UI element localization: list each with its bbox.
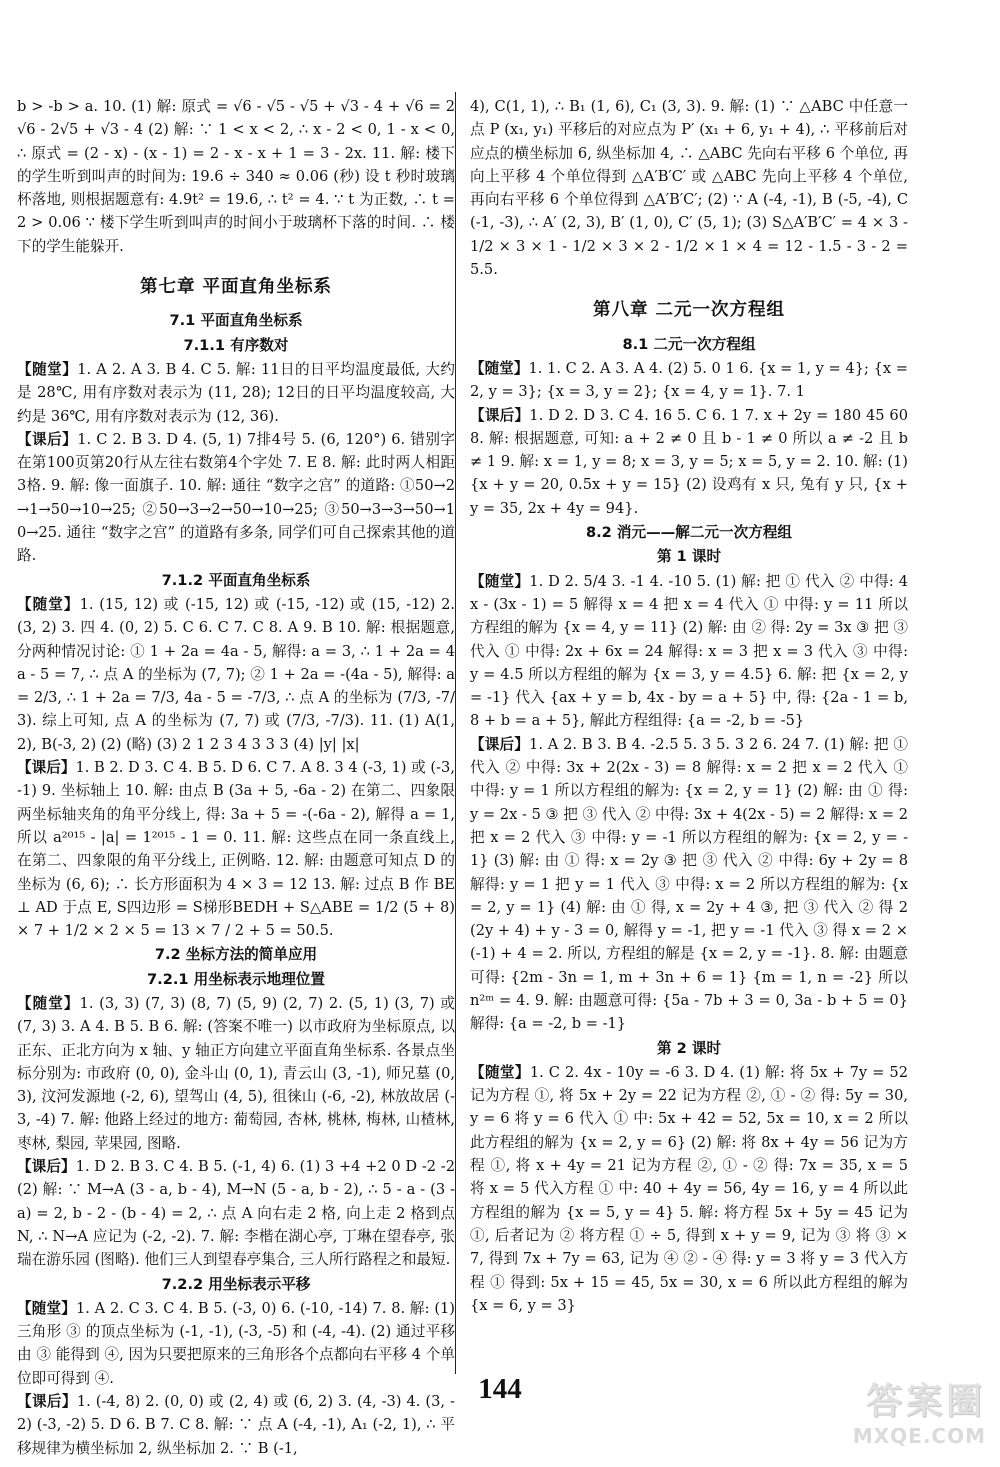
answer-paragraph <box>470 95 908 281</box>
answer-text: 1. D 2. B 3. C 4. B 5. (-1, 4) 6. (1) 3 +4 +2 0 D -2 -2 (2) 解: ∵ M→A (3 - a, b - 4), M→N (5 - a, b - 2), ∴ 5 - a - (3 - a) = 2, b - 2 - (b - 4) = 2, ∴ 点 A 向右走 2 格, 向上走 2 格到点 N, ∴ N→A 应记为 (-2, -2). 7. 解: 李楷在湖心亭, 丁琳在望春亭, 张瑞在游乐园 (图略). 他们三人到望春亭集合, 三人所行路程之和最短. <box>17 1158 455 1269</box>
answer-paragraph <box>470 357 908 404</box>
answer-tag: 【课后】 <box>17 1158 76 1176</box>
answer-paragraph <box>17 992 455 1155</box>
section-heading: 7.1.2 平面直角坐标系 <box>161 571 311 589</box>
answer-tag: 【随堂】 <box>17 994 80 1012</box>
watermark-url: MXQE.COM <box>852 1424 986 1448</box>
page-number: 144 <box>478 1373 522 1405</box>
section-heading: 7.2 坐标方法的简单应用 <box>154 946 318 964</box>
watermark-logo <box>814 1373 986 1453</box>
answer-paragraph <box>470 1061 908 1317</box>
section-heading: 8.2 消元——解二元一次方程组 <box>585 524 793 542</box>
answer-paragraph <box>17 95 455 258</box>
answer-tag: 【课后】 <box>470 406 530 424</box>
answer-tag: 【随堂】 <box>470 359 529 377</box>
answer-text: 1. C 2. B 3. D 4. (5, 1) 7排4号 5. (6, 120°) 6. 错别字在第100页第20行从左往右数第4个字处 7. E 8. 解: 此时两人相距3格. 9. 解: 像一面旗子. 10. 解: 通往 “数字之宫” 的道路: ①50→2→1→50→10→25; ②50→3→2→50→10→25; ③50→3→3→50→10→25. 通往 “数字之宫” 的道路有多条, 同学们可自己探索其他的道路. <box>17 430 455 565</box>
section-heading: 8.1 二元一次方程组 <box>622 335 756 353</box>
section-heading: 第 2 课时 <box>656 1039 722 1057</box>
answer-text: 1. A 2. C 3. C 4. B 5. (-3, 0) 6. (-10, -14) 7. 8. 解: (1) 三角形 ③ 的顶点坐标为 (-1, -1), (-3, -5) 和 (-4, -4). (2) 通过平移由 ③ 能得到 ④, 因为只要把原来的三角形各个点都向右平移 4 个单位即可得到 ④. <box>17 1299 455 1387</box>
answer-text: 1. (15, 12) 或 (-15, 12) 或 (-15, -12) 或 (15, -12) 2. (3, 2) 3. 四 4. (0, 2) 5. C 6. C 7. C 8. A 9. B 10. 解: 根据题意, 分两种情况讨论: ① 1 + 2a = 4a - 5, 解得: a = 3, ∴ 1 + 2a = 4a - 5 = 7, ∴ 点 A 的坐标为 (7, 7); ② 1 + 2a = -(4a - 5), 解得: a = 2/3, ∴ 1 + 2a = 7/3, 4a - 5 = -7/3, ∴ 点 A 的坐标为 (7/3, -7/3). 综上可知, 点 A 的坐标为 (7, 7) 或 (7/3, -7/3). 11. (1) A(1, 2), B(-3, 2) (2) (略) (3) 2 1 2 3 4 3 3 3 (4) |y| |x| <box>17 595 455 753</box>
answer-paragraph <box>470 733 908 1036</box>
watermark-title: 答案圈 <box>865 1381 986 1422</box>
answer-paragraph <box>470 404 908 520</box>
column-divider <box>455 92 456 1374</box>
answer-tag: 【课后】 <box>17 759 76 777</box>
section-heading: 第 1 课时 <box>656 548 722 566</box>
answer-text: b > -b > a. 10. (1) 解: 原式 = √6 - √5 - √5 + √3 - 4 + √6 = 2√6 - 2√5 + √3 - 4 (2) 解: ∵ 1 < x < 2, ∴ x - 2 < 0, 1 - x < 0, ∴ 原式 = (2 - x) - (x - 1) = 2 - x - x + 1 = 3 - 2x. 11. 解: 楼下的学生听到叫声的时间为: 19.6 ÷ 340 ≈ 0.06 (秒) 设 t 秒时玻璃杯落地, 则根据题意有: 4.9t² = 19.6, ∴ t² = 4. ∵ t 为正数, ∴ t = 2 > 0.06 ∵ 楼下学生听到叫声的时间小于玻璃杯下落的时间. ∴ 楼下的学生能躲开. <box>17 98 455 255</box>
section-heading: 7.1.1 有序数对 <box>183 336 289 354</box>
answer-text: 1. D 2. 5/4 3. -1 4. -10 5. (1) 解: 把 ① 代入 ② 中得: 4x - (3x - 1) = 5 解得 x = 4 把 x = 4 代入 ① 中得: y = 11 所以方程组的解为 {x = 4, y = 11} (2) 解: 由 ② 得: 2y = 3x ③ 把 ③ 代入 ① 中得: 2x + 6x = 24 解得: x = 3 把 x = 3 代入 ③ 中得: y = 4.5 所以方程组的解为 {x = 3, y = 4.5} 6. 解: 把 {x = 2, y = -1} 代入 {ax + y = b, 4x - by = a + 5} 中, 得: {2a - 1 = b, 8 + b = a + 5}, 解此方程组得: {a = -2, b = -5} <box>470 572 908 730</box>
section-heading: 7.1 平面直角坐标系 <box>169 312 303 330</box>
answer-paragraph <box>470 570 908 733</box>
answer-tag: 【课后】 <box>17 1393 77 1411</box>
chapter-heading: 第八章 二元一次方程组 <box>592 300 786 321</box>
right-column <box>470 95 908 1317</box>
answer-tag: 【课后】 <box>470 735 530 753</box>
answer-text: 1. (-4, 8) 2. (0, 0) 或 (2, 4) 或 (6, 2) 3. (4, -3) 4. (3, -2) (-3, -2) 5. D 6. B 7. C 8. 解: ∵ 点 A (-4, -1), A₁ (-2, 1), ∴ 平移规律为横坐标加 2, 纵坐标加 2. ∵ B (-1, <box>17 1393 455 1457</box>
chapter-heading: 第七章 平面直角坐标系 <box>139 277 333 298</box>
answer-text: 1. C 2. 4x - 10y = -6 3. D 4. (1) 解: 将 5x + 7y = 52 记为方程 ①, 将 5x + 2y = 22 记为方程 ②, ① - ② 得: 5y = 30, y = 6 将 y = 6 代入 ① 中: 5x + 42 = 52, 5x = 10, x = 2 所以此方程组的解为 {x = 2, y = 6} (2) 解: 将 8x + 4y = 56 记为方程 ①, 将 x + 4y = 21 记为方程 ②, ① - ② 得: 7x = 35, x = 5 将 x = 5 代入方程 ① 中: 40 + 4y = 56, 4y = 16, y = 4 所以此方程组的解为 {x = 5, y = 4} 5. 解: 将方程 5x + 5y = 45 记为 ①, 后者记为 ② 将方程 ① ÷ 5, 得到 x + y = 9, 记为 ③ 将 ③ × 7, 得到 7x + 7y = 63, 记为 ④ ② - ④ 得: y = 3 将 y = 3 代入方程 ① 得到: 5x + 15 = 45, 5x = 30, x = 6 所以此方程组的解为 {x = 6, y = 3} <box>470 1063 908 1314</box>
answer-text: 1. (3, 3) (7, 3) (8, 7) (5, 9) (2, 7) 2. (5, 1) (3, 7) 或 (7, 3) 3. A 4. B 5. B 6. 解: (答案不唯一) 以市政府为坐标原点, 以正东、正北方向为 x 轴、y 轴正方向建立平面直角坐标系. 各景点坐标分别为: 市政府 (0, 0), 金斗山 (0, 1), 青云山 (3, -1), 师兄墓 (0, 3), 汶河发源地 (-2, 6), 望驾山 (4, 5), 徂徕山 (-6, -2), 林放故居 (-3, -4) 7. 解: 他路上经过的地方: 葡萄园, 杏林, 桃林, 梅林, 山楂林, 枣林, 梨园, 苹果园, 图略. <box>17 994 455 1152</box>
left-column <box>17 95 455 1460</box>
answer-text: 1. 1. C 2. A 3. A 4. (2) 5. 0 1 6. {x = 1, y = 4}; {x = 2, y = 3}; {x = 3, y = 2}; {x = 4, y = 1}. 7. 1 <box>470 359 908 401</box>
answer-paragraph <box>17 593 455 756</box>
answer-text: 1. B 2. D 3. C 4. B 5. D 6. C 7. A 8. 3 4 (-3, 1) 或 (-3, -1) 9. 坐标轴上 10. 解: 由点 B (3a + 5, -6a - 2) 在第二、四象限两坐标轴夹角的角平分线上, 得: 3a + 5 = -(-6a - 2), 解得 a = 1, 所以 a²⁰¹⁵ - |a| = 1²⁰¹⁵ - 1 = 0. 11. 解: 这些点在同一条直线上, 在第二、四象限的角平分线上, 正例略. 12. 解: 由题意可知点 D 的坐标为 (6, 6); ∴ 长方形面积为 4 × 3 = 12 13. 解: 过点 B 作 BE ⊥ AD 于点 E, S四边形 = S梯形BEDH + S△ABE = 1/2 (5 + 8) × 7 + 1/2 × 2 × 5 = 13 × 7 / 2 + 5 = 50.5. <box>17 759 455 940</box>
answer-text: 4), C(1, 1), ∴ B₁ (1, 6), C₁ (3, 3). 9. 解: (1) ∵ △ABC 中任意一点 P (x₁, y₁) 平移后的对应点为 P′ (x₁ + 6, y₁ + 4), ∴ 平移前后对应点的横坐标加 6, 纵坐标加 4, ∴ △ABC 先向右平移 6 个单位, 再向上平移 4 个单位得到 △A′B′C′ 或 △ABC 先向上平移 4 个单位, 再向右平移 6 个单位得到 △A′B′C′; (2) ∵ A (-4, -1), B (-5, -4), C (-1, -3), ∴ A′ (2, 3), B′ (1, 0), C′ (5, 1); (3) S△A′B′C′ = 4 × 3 - 1/2 × 3 × 1 - 1/2 × 3 × 2 - 1/2 × 1 × 4 = 12 - 1.5 - 3 - 2 = 5.5. <box>470 98 908 279</box>
answer-paragraph <box>17 428 455 568</box>
answer-tag: 【课后】 <box>17 430 78 448</box>
section-heading: 7.2.1 用坐标表示地理位置 <box>147 970 325 988</box>
section-heading: 7.2.2 用坐标表示平移 <box>161 1275 311 1293</box>
answer-paragraph <box>17 358 455 428</box>
answer-tag: 【随堂】 <box>17 595 80 613</box>
answer-tag: 【随堂】 <box>470 572 530 590</box>
answer-paragraph <box>17 1155 455 1271</box>
answer-text: 1. A 2. B 3. B 4. -2.5 5. 3 5. 3 2 6. 24 7. (1) 解: 把 ① 代入 ② 中得: 3x + 2(2x - 3) = 8 解得: x = 2 把 x = 2 代入 ① 中得: y = 1 所以方程组的解为: {x = 2, y = 1} (2) 解: 由 ① 得: y = 2x - 5 ③ 把 ③ 代入 ② 中得: 3x + 4(2x - 5) = 2 解得: x = 2 把 x = 2 代入 ③ 中得: y = -1 所以方程组的解为: {x = 2, y = -1} (3) 解: 由 ① 得: x = 2y ③ 把 ③ 代入 ② 中得: 6y + 2y = 8 解得: y = 1 把 y = 1 代入 ③ 中得: x = 2 所以方程组的解为: {x = 2, y = 1} (4) 解: 由 ① 得, x = 2y + 4 ③, 把 ③ 代入 ② 得 2(2y + 4) + y - 3 = 0, 解得 y = -1, 把 y = -1 代入 ③ 得 x = 2 × (-1) + 4 = 2. 所以, 方程组的解是 {x = 2, y = -1}. 8. 解: 由题意可得: {2m - 3n = 1, m + 3n + 6 = 1} {m = 1, n = -2} 所以 n²ᵐ = 4. 9. 解: 由题意可得: {5a - 7b + 3 = 0, 3a - b + 5 = 0} 解得: {a = -2, b = -1} <box>470 735 908 1033</box>
answer-tag: 【随堂】 <box>17 1299 76 1317</box>
answer-tag: 【随堂】 <box>470 1063 530 1081</box>
answer-text: 1. D 2. D 3. C 4. 16 5. C 6. 1 7. x + 2y = 180 45 60 8. 解: 根据题意, 可知: a + 2 ≠ 0 且 b - 1 ≠ 0 所以 a ≠ -2 且 b ≠ 1 9. 解: x = 1, y = 8; x = 3, y = 5; x = 5, y = 2. 10. 解: (1) {x + y = 20, 0.5x + y = 15} (2) 设鸡有 x 只, 兔有 y 只, {x + y = 35, 2x + 4y = 94}. <box>470 406 908 517</box>
answer-tag: 【随堂】 <box>17 360 78 378</box>
answer-text: 1. A 2. A 3. B 4. C 5. 解: 11日的日平均温度最低, 大约是 28℃, 用有序数对表示为 (11, 28); 12日的日平均温度较高, 大约是 36℃, 用有序数对表示为 (12, 36). <box>17 360 455 425</box>
answer-paragraph <box>17 756 455 942</box>
